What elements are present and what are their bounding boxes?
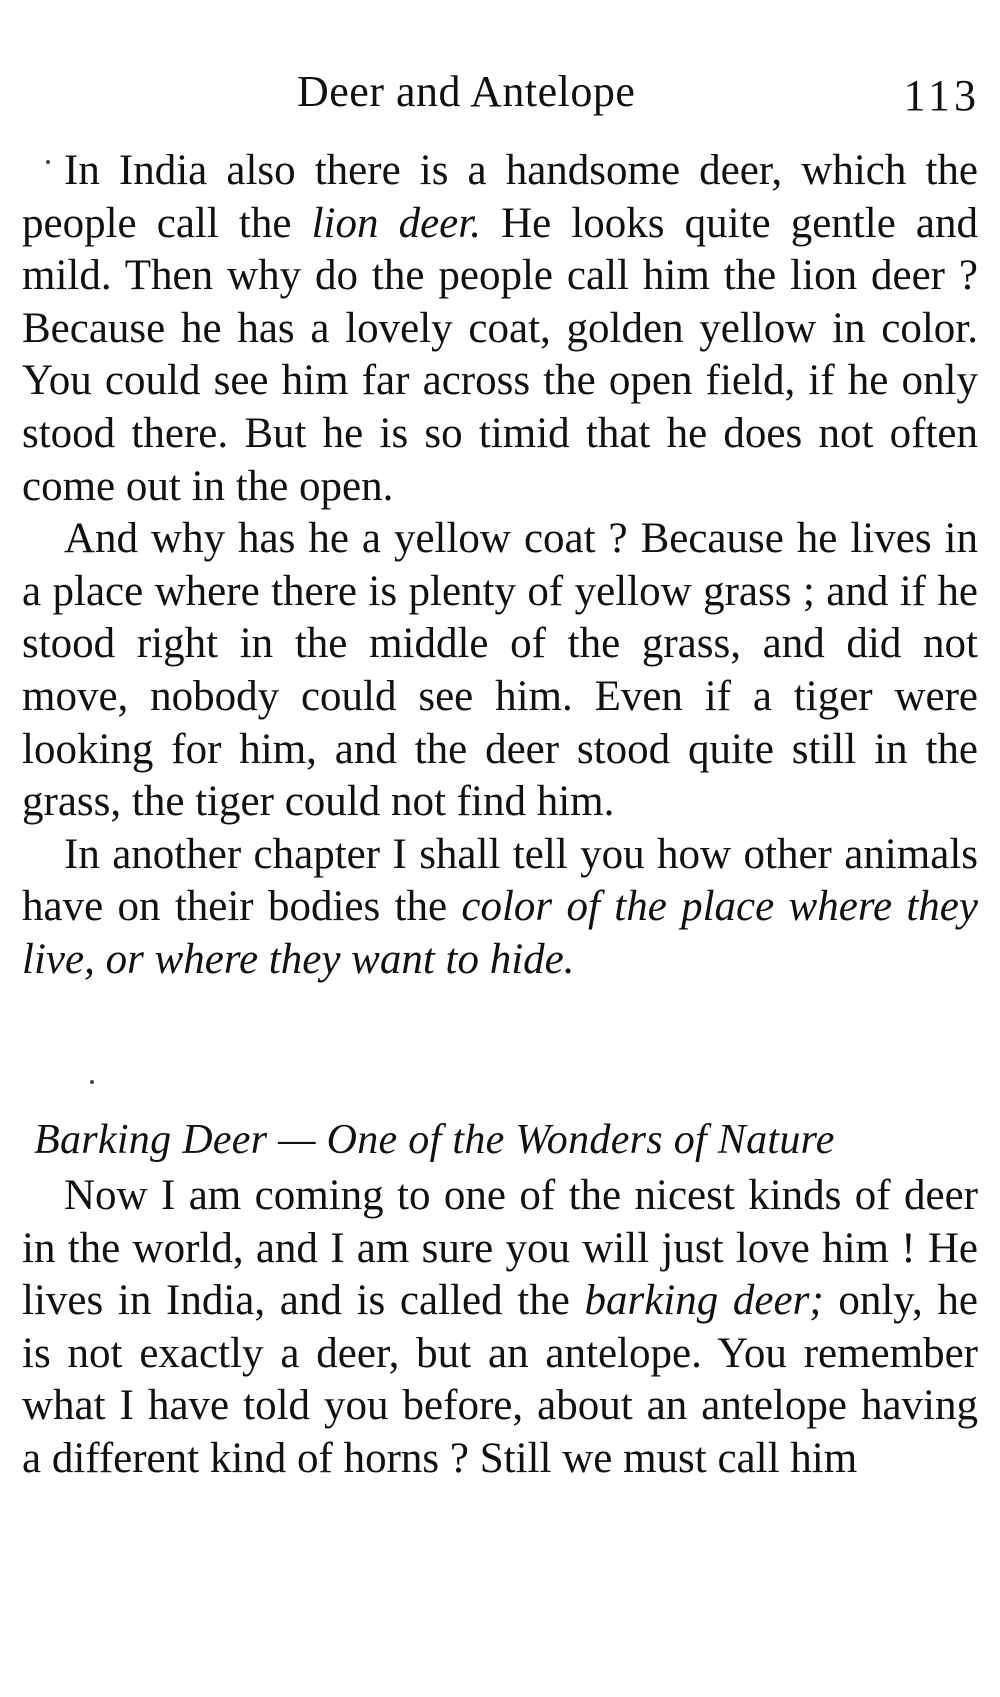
paragraph-text: In India also there is a handsome deer, which the people call the <box>22 147 978 247</box>
paragraph-another-chapter <box>22 829 978 987</box>
running-head <box>0 62 1000 122</box>
paragraph-lion-deer <box>22 145 978 513</box>
page-number: 113 <box>903 71 980 120</box>
paragraph-text: only, he is not exactly a deer, but an antelope. You remember what I have told you before, about an antelope having a different kind of horns ? Still we must call him <box>22 1277 978 1482</box>
italic-phrase-color-of-place: color of the place where they live, or where they want to hide. <box>22 883 978 983</box>
body-text-block-2 <box>22 1170 978 1486</box>
section-heading: Barking Deer — One of the Wonders of Nature <box>34 1117 835 1163</box>
running-title: Deer and Antelope <box>297 67 636 116</box>
italic-term-barking-deer: barking deer; <box>584 1277 824 1325</box>
paragraph-text: Now I am coming to one of the nicest kinds of deer in the world, and I am sure you will just love him ! He lives in India, and is called the <box>22 1172 978 1325</box>
print-speck <box>46 160 50 164</box>
paragraph-yellow-coat: And why has he a yellow coat ? Because he lives in a place where there is plenty of yellow grass ; and if he stood right in the middle of the grass, and did not move, nobody could see him. Even if a tiger were looking for him, and the deer stood quite still in the grass, the tiger could not find him. <box>22 515 978 826</box>
italic-term-lion-deer: lion deer. <box>311 199 481 247</box>
paragraph-text: In another chapter I shall tell you how other animals have on their bodies the <box>22 830 978 931</box>
paragraph-text: He looks quite gentle and mild. Then why do the people call him the lion deer ? Because he has a lovely coat, golden yellow in color. You could see him far across the open field, if he only stood there. But he is so timid that he does not often come out in the open. <box>22 199 978 510</box>
print-speck <box>90 1080 94 1084</box>
body-text-block <box>22 145 978 987</box>
paragraph-barking-deer <box>22 1170 978 1486</box>
